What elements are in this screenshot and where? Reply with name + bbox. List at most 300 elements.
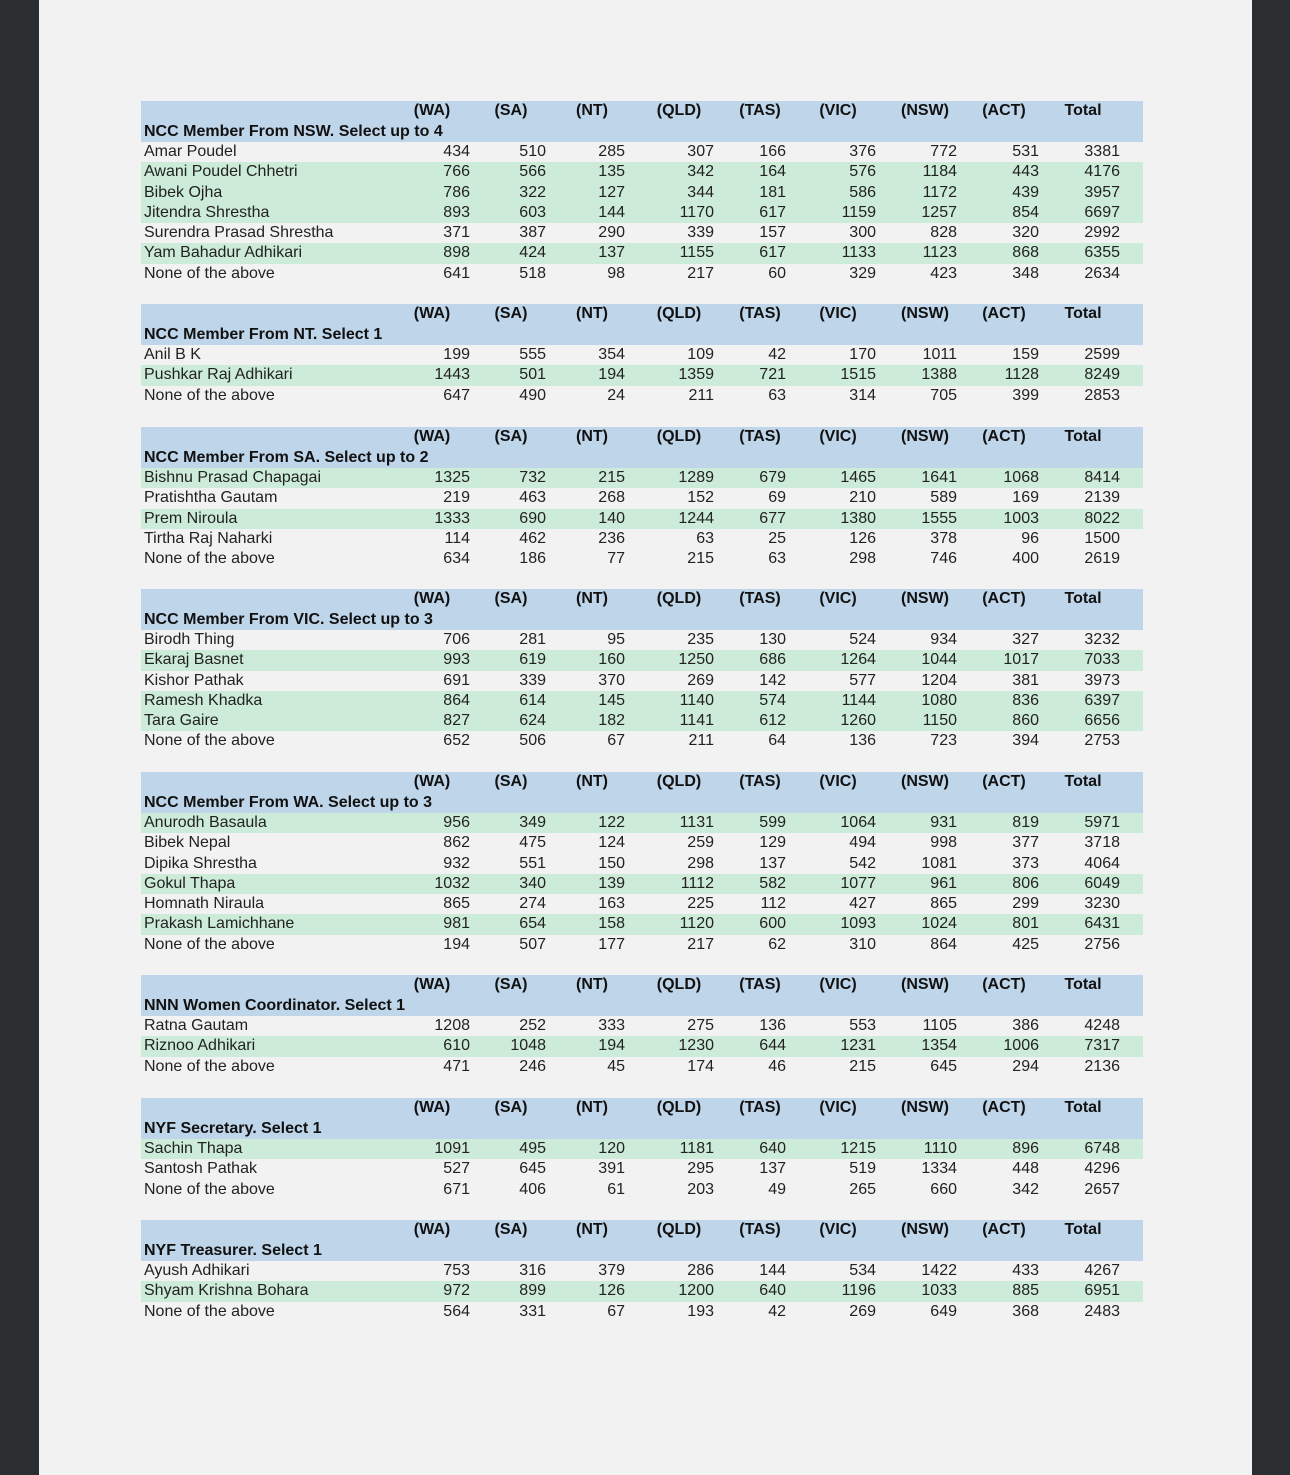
vote-count: 576 [849,163,876,181]
vote-count: 236 [598,529,625,547]
vote-count: 542 [849,854,876,872]
vote-count: 647 [443,386,470,404]
vote-count: 3232 [1084,631,1120,648]
vote-count: 518 [519,264,546,282]
candidate-row [141,894,1143,914]
vote-count: 931 [930,814,957,831]
vote-count: 69 [768,489,786,507]
vote-count: 1006 [1003,1037,1039,1055]
candidate-row [141,142,1143,162]
vote-count: 64 [768,732,786,750]
candidate-name: Pushkar Raj Adhikari [144,366,293,384]
vote-count: 137 [759,1160,786,1178]
vote-count: 142 [759,671,786,689]
vote-count: 819 [1012,814,1039,831]
vote-count: 645 [519,1160,546,1178]
vote-count: 645 [930,1057,957,1075]
vote-count: 582 [759,874,786,892]
vote-count: 159 [1012,346,1039,363]
candidate-name: Homnath Niraula [144,895,265,913]
vote-count: 981 [443,915,470,933]
vote-count: 6656 [1084,712,1120,730]
vote-count: 475 [519,834,546,852]
candidate-row [141,1180,1143,1200]
vote-count: 203 [687,1180,714,1198]
vote-count: 42 [768,346,786,363]
vote-count: 1264 [840,651,876,669]
vote-count: 640 [759,1140,786,1157]
candidate-row [141,203,1143,223]
vote-count: 126 [598,1282,625,1300]
vote-count: 109 [687,346,714,363]
vote-count: 194 [443,935,470,953]
vote-count: 63 [696,529,714,547]
vote-count: 732 [519,469,546,486]
candidate-name: Shyam Krishna Bohara [144,1282,309,1300]
section-header [141,589,1143,630]
vote-count: 299 [1012,895,1039,913]
vote-count: 215 [687,550,714,568]
vote-count: 1144 [841,691,876,709]
vote-count: 170 [849,346,876,363]
candidate-row [141,854,1143,874]
candidate-name: Sachin Thapa [144,1140,243,1157]
vote-count: 194 [598,1037,625,1055]
vote-count: 160 [598,651,625,669]
vote-count: 1204 [921,671,957,689]
vote-count: 534 [849,1262,876,1279]
vote-count: 130 [759,631,786,648]
vote-count: 1500 [1084,529,1120,547]
vote-count: 494 [849,834,876,852]
section-title: NCC Member From VIC. Select up to 3 [144,611,433,628]
candidate-row [141,1261,1143,1281]
column-header: (ACT) [982,305,1026,322]
vote-count: 114 [444,529,470,547]
vote-count: 6431 [1084,915,1120,933]
vote-count: 6355 [1084,244,1120,262]
vote-count: 634 [443,550,470,568]
vote-count: 24 [607,386,625,404]
vote-count: 4064 [1084,854,1120,872]
vote-count: 150 [598,854,625,872]
vote-count: 329 [849,264,876,282]
section-title: NCC Member From NSW. Select up to 4 [144,123,443,140]
vote-count: 3973 [1084,671,1120,689]
vote-count: 158 [598,915,625,933]
column-header: (QLD) [656,773,702,790]
vote-count: 827 [443,712,470,730]
candidate-row [141,162,1143,182]
vote-count: 177 [598,935,625,953]
vote-count: 690 [519,509,546,527]
vote-count: 342 [687,163,714,181]
vote-count: 1641 [921,469,957,486]
vote-count: 217 [687,935,714,953]
candidate-name: Kishor Pathak [144,671,244,689]
vote-count: 753 [443,1262,470,1279]
vote-count: 8249 [1084,366,1120,384]
candidate-row [141,509,1143,529]
vote-count: 1068 [1003,469,1039,486]
column-header: (QLD) [656,305,702,322]
section-header [141,304,1143,345]
candidate-name: Yam Bahadur Adhikari [144,244,303,262]
column-header: (WA) [413,428,451,445]
candidate-row [141,1159,1143,1179]
candidate-row [141,1016,1143,1036]
vote-count: 1196 [841,1282,876,1300]
section-header [141,1220,1143,1261]
candidate-row [141,223,1143,243]
section-header [141,427,1143,468]
column-header: (TAS) [739,102,781,119]
candidate-row [141,833,1143,853]
results-section [141,589,1143,752]
candidate-row [141,691,1143,711]
column-header: (ACT) [982,428,1026,445]
vote-count: 577 [849,671,876,689]
vote-count: 1017 [1003,651,1039,669]
vote-count: 6951 [1084,1282,1120,1300]
vote-count: 1011 [922,346,957,363]
vote-count: 219 [443,489,470,507]
vote-count: 1465 [840,469,876,486]
candidate-row [141,650,1143,670]
candidate-name: Santosh Pathak [144,1160,257,1178]
candidate-name: Gokul Thapa [144,874,236,892]
vote-count: 1230 [678,1037,714,1055]
vote-count: 854 [1012,203,1039,221]
column-header: (TAS) [739,1099,781,1116]
vote-count: 624 [519,712,546,730]
vote-count: 1110 [923,1140,957,1157]
vote-count: 1140 [679,691,714,709]
vote-count: 1081 [921,854,957,872]
column-header: (QLD) [656,1099,702,1116]
vote-count: 181 [759,183,786,201]
section-title: NCC Member From WA. Select up to 3 [144,794,433,811]
candidate-row [141,813,1143,833]
results-section [141,1220,1143,1322]
vote-count: 265 [849,1180,876,1198]
vote-count: 281 [519,631,546,648]
vote-count: 6748 [1084,1140,1120,1157]
candidate-name: None of the above [144,1180,275,1198]
vote-count: 1260 [840,712,876,730]
vote-count: 652 [443,732,470,750]
column-header: (WA) [413,102,451,119]
candidate-name: Pratishtha Gautam [144,489,278,507]
vote-count: 174 [687,1057,714,1075]
vote-count: 1091 [434,1140,470,1157]
vote-count: 77 [607,550,625,568]
vote-count: 246 [519,1057,546,1075]
candidate-name: Ekaraj Basnet [144,651,244,669]
vote-count: 1141 [679,712,714,730]
candidate-name: Bibek Nepal [144,834,231,852]
vote-count: 619 [519,651,546,669]
candidate-name: None of the above [144,1302,275,1320]
candidate-row [141,711,1143,731]
vote-count: 2136 [1084,1057,1120,1075]
candidate-row [141,345,1143,365]
vote-count: 654 [519,915,546,933]
vote-count: 194 [598,366,625,384]
vote-count: 122 [598,814,625,831]
vote-count: 314 [849,386,876,404]
candidate-name: Tirtha Raj Naharki [144,529,273,547]
vote-count: 644 [759,1037,786,1055]
column-header: (QLD) [656,976,702,993]
candidate-name: Anil B K [144,346,201,363]
vote-count: 617 [759,203,786,221]
vote-count: 679 [759,469,786,486]
vote-count: 186 [519,550,546,568]
column-header: (SA) [494,1099,528,1116]
vote-count: 865 [930,895,957,913]
vote-count: 316 [519,1262,546,1279]
vote-count: 348 [1012,264,1039,282]
candidate-row [141,365,1143,385]
vote-count: 425 [1012,935,1039,953]
vote-count: 495 [519,1140,546,1157]
vote-count: 1033 [921,1282,957,1300]
vote-count: 612 [759,712,786,730]
vote-count: 586 [849,183,876,201]
candidate-row [141,874,1143,894]
vote-count: 49 [768,1180,786,1198]
vote-count: 2756 [1084,935,1120,953]
vote-count: 25 [768,529,786,547]
vote-count: 340 [519,874,546,892]
vote-count: 379 [598,1262,625,1279]
vote-count: 135 [598,163,625,181]
vote-count: 399 [1012,386,1039,404]
vote-count: 7317 [1084,1037,1120,1055]
vote-count: 368 [1012,1302,1039,1320]
vote-count: 993 [443,651,470,669]
column-header: (SA) [494,428,528,445]
vote-count: 746 [930,550,957,568]
candidate-name: Anurodh Basaula [144,814,267,831]
vote-count: 169 [1012,489,1039,507]
vote-count: 298 [687,854,714,872]
column-header: (ACT) [982,1099,1026,1116]
vote-count: 899 [519,1282,546,1300]
vote-count: 868 [1012,244,1039,262]
vote-count: 298 [849,550,876,568]
vote-count: 98 [607,264,625,282]
vote-count: 290 [598,224,625,242]
vote-count: 510 [519,143,546,160]
column-header: (ACT) [982,773,1026,790]
vote-count: 386 [1012,1017,1039,1034]
vote-count: 677 [759,509,786,527]
candidate-name: Riznoo Adhikari [144,1037,256,1055]
vote-count: 564 [443,1302,470,1320]
column-header: (QLD) [656,428,702,445]
vote-count: 1105 [922,1017,957,1034]
vote-count: 95 [607,631,625,648]
vote-count: 961 [930,874,957,892]
candidate-name: Tara Gaire [144,712,219,730]
column-header: (VIC) [819,1099,857,1116]
vote-count: 448 [1012,1160,1039,1178]
candidate-row [141,935,1143,955]
vote-count: 641 [443,264,470,282]
vote-count: 199 [443,346,470,363]
candidate-row [141,468,1143,488]
column-header: (ACT) [982,590,1026,607]
vote-count: 2483 [1084,1302,1120,1320]
column-header: (WA) [413,305,451,322]
vote-count: 801 [1012,915,1039,933]
vote-count: 275 [687,1017,714,1034]
vote-count: 1257 [921,203,957,221]
vote-count: 531 [1012,143,1039,160]
vote-count: 144 [598,203,625,221]
column-header: (TAS) [739,305,781,322]
vote-count: 3718 [1084,834,1120,852]
candidate-name: Bishnu Prasad Chapagai [144,469,322,486]
vote-count: 307 [687,143,714,160]
vote-count: 4296 [1084,1160,1120,1178]
column-header: (WA) [413,773,451,790]
vote-count: 145 [598,691,625,709]
vote-count: 3957 [1084,183,1120,201]
column-header: (SA) [494,773,528,790]
vote-count: 1422 [921,1262,957,1279]
vote-count: 1334 [921,1160,957,1178]
vote-count: 2657 [1084,1180,1120,1198]
column-header: (NSW) [901,1099,949,1116]
vote-count: 501 [519,366,546,384]
results-section [141,772,1143,955]
vote-count: 574 [759,691,786,709]
vote-count: 327 [1012,631,1039,648]
vote-count: 268 [598,489,625,507]
vote-count: 210 [849,489,876,507]
vote-count: 640 [759,1282,786,1300]
vote-count: 163 [598,895,625,913]
vote-count: 61 [607,1180,625,1198]
vote-count: 1128 [1004,366,1039,384]
vote-count: 129 [759,834,786,852]
vote-count: 1231 [840,1037,876,1055]
vote-count: 381 [1012,671,1039,689]
column-header: (TAS) [739,590,781,607]
vote-count: 423 [930,264,957,282]
vote-count: 285 [598,143,625,160]
candidate-row [141,731,1143,751]
column-header: (TAS) [739,976,781,993]
vote-count: 1333 [434,509,470,527]
vote-count: 1380 [840,509,876,527]
section-title: NCC Member From NT. Select 1 [144,326,383,343]
candidate-name: None of the above [144,935,275,953]
candidate-row [141,630,1143,650]
vote-count: 377 [1012,834,1039,852]
column-header: (SA) [494,1221,528,1238]
candidate-name: None of the above [144,386,275,404]
column-header: (WA) [413,1099,451,1116]
vote-count: 164 [759,163,786,181]
vote-count: 1555 [921,509,957,527]
candidate-row [141,243,1143,263]
vote-count: 566 [519,163,546,181]
vote-count: 649 [930,1302,957,1320]
vote-count: 67 [607,732,625,750]
vote-count: 1112 [680,874,714,892]
candidate-name: Ayush Adhikari [144,1262,250,1279]
candidate-name: Prakash Lamichhane [144,915,295,933]
vote-count: 400 [1012,550,1039,568]
section-header [141,975,1143,1016]
vote-count: 723 [930,732,957,750]
vote-count: 1181 [679,1140,714,1157]
vote-count: 896 [1012,1140,1039,1157]
column-header: (ACT) [982,102,1026,119]
vote-count: 62 [768,935,786,953]
vote-count: 836 [1012,691,1039,709]
section-title: NYF Secretary. Select 1 [144,1120,322,1137]
vote-count: 4176 [1084,163,1120,181]
vote-count: 126 [849,529,876,547]
vote-count: 1354 [921,1037,957,1055]
vote-count: 269 [849,1302,876,1320]
vote-count: 391 [598,1160,625,1178]
vote-count: 471 [443,1057,470,1075]
vote-count: 706 [443,631,470,648]
vote-count: 603 [519,203,546,221]
vote-count: 1289 [678,469,714,486]
vote-count: 424 [519,244,546,262]
vote-count: 490 [519,386,546,404]
vote-count: 3230 [1084,895,1120,913]
column-header: (QLD) [656,102,702,119]
column-header: (NSW) [901,102,949,119]
vote-count: 885 [1012,1282,1039,1300]
vote-count: 211 [688,732,714,750]
vote-count: 333 [598,1017,625,1034]
candidate-name: Amar Poudel [144,143,237,160]
vote-count: 60 [768,264,786,282]
column-header: (VIC) [819,305,857,322]
vote-count: 136 [759,1017,786,1034]
vote-count: 786 [443,183,470,201]
vote-count: 215 [598,469,625,486]
vote-count: 1120 [679,915,714,933]
section-title: NYF Treasurer. Select 1 [144,1242,322,1259]
vote-count: 462 [519,529,546,547]
vote-count: 182 [598,712,625,730]
vote-count: 8414 [1084,469,1120,486]
vote-count: 269 [687,671,714,689]
candidate-row [141,264,1143,284]
vote-count: 136 [849,732,876,750]
vote-count: 610 [443,1037,470,1055]
vote-count: 1208 [434,1017,470,1034]
vote-count: 721 [759,366,786,384]
column-header: (SA) [494,590,528,607]
vote-count: 322 [519,183,546,201]
vote-count: 1215 [840,1140,876,1157]
vote-count: 63 [768,386,786,404]
vote-count: 1172 [922,183,957,201]
vote-count: 660 [930,1180,957,1198]
vote-count: 1443 [434,366,470,384]
